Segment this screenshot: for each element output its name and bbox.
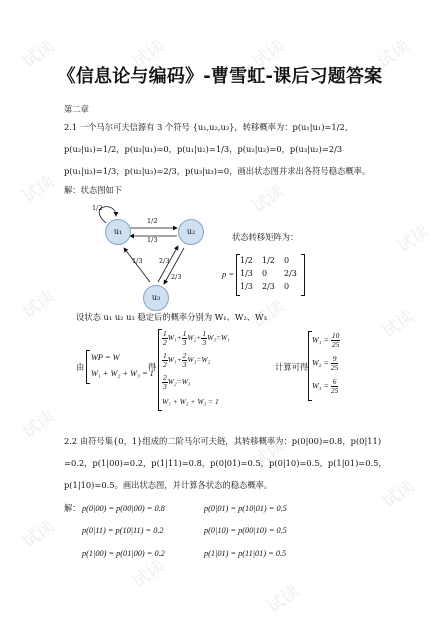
watermark: 试读 [393, 221, 434, 258]
prob-row-1-right: p(0|01) = p(10|01) = 0.5 [204, 504, 287, 513]
problem-2-1-line-3: p(u₁|u₃)=1/3，p(u₂|u₃)=2/3，p(u₃|u₃)=0，画出状态图并求出各符号稳态概率。 [64, 166, 371, 176]
edge-label: 2/3 [171, 273, 182, 281]
watermark: 试读 [248, 181, 289, 218]
watermark: 试读 [18, 286, 59, 323]
watermark: 试读 [128, 36, 169, 73]
problem-2-1-line-2: p(u₂|u₁)=1/2，p(u₃|u₁)=0，p(u₁|u₂)=1/3，p(u₂|u₂)=0，p(u₃|u₂)=2/3 [64, 144, 343, 154]
edge-label: 1/2 [92, 204, 103, 212]
state-node-u1: u₁ [105, 219, 131, 245]
chapter-heading: 第二章 [64, 104, 89, 114]
watermark: 试读 [263, 581, 304, 618]
transition-matrix: 1/2 1/2 0 1/3 0 2/3 1/3 2/3 0 [240, 256, 297, 291]
watermark: 试读 [373, 36, 414, 73]
matrix-name: p = [222, 269, 235, 279]
prob-row-3-left: p(1|00) = p(01|00) = 0.2 [82, 549, 165, 558]
result-w3: W₃ = $\frac{6}{25}$ [312, 377, 339, 395]
solution-label-2: 解： [64, 503, 81, 513]
edge-label: 1/2 [147, 217, 158, 225]
edge-label: 1/3 [147, 236, 158, 244]
state-node-u3: u₃ [143, 285, 169, 311]
problem-2-2-line-2: =0.2，p(1|00)=0.2，p(1|11)=0.8，p(0|01)=0.5，p(0|10)=0.5，p(1|01)=0.5， [64, 458, 387, 468]
you-label: 由 [76, 362, 85, 372]
expanded-eq-1: $\frac{1}{2}$ W₁+ $\frac{1}{3}$ W₂+ $\frac{1}{3}$ W₃=W₁ [163, 329, 230, 347]
watermark: 试读 [248, 296, 289, 333]
problem-2-1-line-1: 2.1 一个马尔可夫信源有 3 个符号 {u₁,u₂,u₃}，转移概率为：p(u₁|u₁)=1/2， [64, 122, 354, 132]
de-label: 得 [148, 362, 157, 372]
matrix-caption: 状态转移矩阵为： [232, 232, 299, 242]
prob-row-2-left: p(0|11) = p(10|11) = 0.2 [82, 526, 164, 535]
result-w1: W₁ = $\frac{10}{25}$ [312, 331, 340, 349]
prob-row-1-left: p(0|00) = p(00|00) = 0.8 [82, 504, 165, 513]
watermark: 试读 [128, 556, 169, 593]
watermark: 试读 [18, 171, 59, 208]
edge-label: 2/3 [159, 257, 170, 265]
state-node-u2: u₂ [178, 219, 204, 245]
problem-2-2-line-3: p(1|10)=0.5。画出状态图，并计算各状态的稳态概率。 [64, 480, 273, 490]
calc-label: 计算可得 [275, 362, 309, 372]
watermark: 试读 [18, 406, 59, 443]
expanded-eq-2: $\frac{1}{2}$ W₁+ $\frac{2}{3}$ W₃=W₂ [163, 351, 211, 369]
solution-label: 解：状态图如下 [64, 185, 123, 195]
expanded-eq-3: $\frac{2}{3}$ W₂=W₃ [163, 373, 191, 391]
system-eq-1: WP = W [91, 353, 120, 362]
problem-2-2-line-1: 2.2 由符号集{0，1}组成的二阶马尔可夫链，其转移概率为：p(0|00)=0.8，p(0|11) [64, 436, 382, 446]
watermark: 试读 [248, 36, 289, 73]
prob-row-2-right: p(0|10) = p(00|10) = 0.5 [204, 526, 287, 535]
watermark: 试读 [378, 476, 419, 513]
steady-intro: 设状态 u₁ u₂ u₃ 稳定后的概率分别为 W₁、W₂、W₃ [76, 312, 267, 322]
watermark: 试读 [18, 516, 59, 553]
result-w2: W₂ = $\frac{9}{25}$ [312, 354, 339, 372]
system-brace [86, 350, 90, 384]
prob-row-3-right: p(1|01) = p(11|01) = 0.5 [204, 549, 287, 558]
watermark: 试读 [18, 36, 59, 73]
expanded-eq-4: W₁ + W₂ + W₃ = 1 [162, 397, 219, 406]
watermark: 试读 [248, 436, 289, 473]
page-title: 《信息论与编码》-曹雪虹-课后习题答案 [57, 66, 383, 87]
watermark: 试读 [378, 306, 419, 343]
system-eq-2: W₁ + W₂ + W₃ = 1 [91, 369, 154, 378]
edge-label: 1/3 [132, 257, 143, 265]
